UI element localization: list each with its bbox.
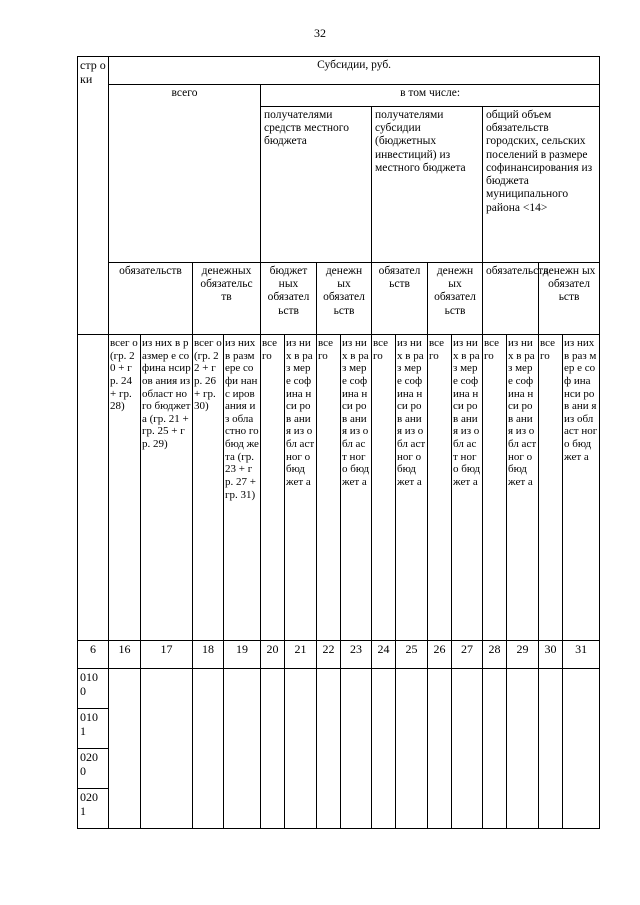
row-code: 010 0 — [78, 669, 109, 709]
column-numbers-row — [78, 641, 600, 669]
column-number: 28 — [483, 641, 507, 669]
column-number: 26 — [428, 641, 452, 669]
column-number: 21 — [285, 641, 317, 669]
column-number: 16 — [109, 641, 141, 669]
incl-col-17-header: из них в размер е софина нсиров ания из област ного бюджет а (гр. 21 + гр. 25 + гр. 29) — [141, 335, 193, 641]
group-subsidy-recipients: получателями субсидии (бюджетных инвестиций) из местного бюджета — [372, 107, 483, 263]
obligations-header: обязательств — [109, 263, 193, 335]
empty-cell — [78, 335, 109, 641]
obligations-header: обязательств — [483, 263, 539, 335]
group-local-budget-recipients: получателями средств местного бюджета — [261, 107, 372, 263]
monetary-obligations-header: денежных обязательс тв — [193, 263, 261, 335]
total-header: все го — [317, 335, 341, 641]
row-code: 010 1 — [78, 709, 109, 749]
column-number: 19 — [224, 641, 261, 669]
cofinancing-header: из них в раз мер е соф ина нси ров ани я из обл аст ног о бюд жет а — [341, 335, 372, 641]
cofinancing-header: из них в раз мер е соф ина нси ров ани я из обл аст ног о бюд жет а — [285, 335, 317, 641]
column-number: 31 — [563, 641, 600, 669]
subsidies-title: Субсидии, руб. — [109, 57, 600, 85]
total-header: все го — [261, 335, 285, 641]
total-header: все го — [483, 335, 507, 641]
total-col-19-header: всег о (гр. 22 + гр. 26 + гр. 30) — [193, 335, 224, 641]
group-settlement-obligations: общий объем обязательств городских, сельских поселений в размере софинансирования из бюджета муниципального района <14> — [483, 107, 600, 263]
total-header: всего — [109, 85, 261, 263]
total-header: все го — [428, 335, 452, 641]
column-number: 30 — [539, 641, 563, 669]
monetary-obligations-header: денежн ых обязател ьств — [428, 263, 483, 335]
total-col-17-header: всег о (гр. 20 + гр. 24 + гр. 28) — [109, 335, 141, 641]
incl-col-19-header: из них в разм ере софи нанс иров ания из обла стно го бюд жета (гр. 23 + гр. 27 + гр. 31) — [224, 335, 261, 641]
total-header: все го — [372, 335, 396, 641]
cofinancing-header: из них в раз мер е соф ина нси ров ани я из обл аст ног о бюд жет а — [452, 335, 483, 641]
row-code: 020 1 — [78, 789, 109, 829]
cofinancing-header: из них в раз мер е соф ина нси ров ани я из обл аст ног о бюд жет а — [507, 335, 539, 641]
total-header: все го — [539, 335, 563, 641]
cofinancing-header: из них в раз мер е соф ина нси ров ани я из обл аст ног о бюд жет а — [396, 335, 428, 641]
including-header: в том числе: — [261, 85, 600, 107]
monetary-obligations-header: денежн ых обязател ьств — [317, 263, 372, 335]
subsidies-table — [77, 56, 600, 829]
column-number: 27 — [452, 641, 483, 669]
column-number: 20 — [261, 641, 285, 669]
column-number: 6 — [78, 641, 109, 669]
column-number: 23 — [341, 641, 372, 669]
column-number: 22 — [317, 641, 341, 669]
obligations-header: обязател ьств — [372, 263, 428, 335]
table-row — [78, 669, 600, 709]
column-number: 25 — [396, 641, 428, 669]
column-number: 17 — [141, 641, 193, 669]
page-number: 32 — [314, 26, 326, 40]
row-header: стр оки — [78, 57, 109, 335]
monetary-obligations-header: денежн ых обязател ьств — [539, 263, 600, 335]
row-code: 020 0 — [78, 749, 109, 789]
column-number: 29 — [507, 641, 539, 669]
budget-obligations-header: бюджет ных обязател ьств — [261, 263, 317, 335]
column-number: 18 — [193, 641, 224, 669]
column-number: 24 — [372, 641, 396, 669]
cofinancing-header: из них в раз мер е соф ина нси ров ани я из обл аст ног о бюд жет а — [563, 335, 600, 641]
